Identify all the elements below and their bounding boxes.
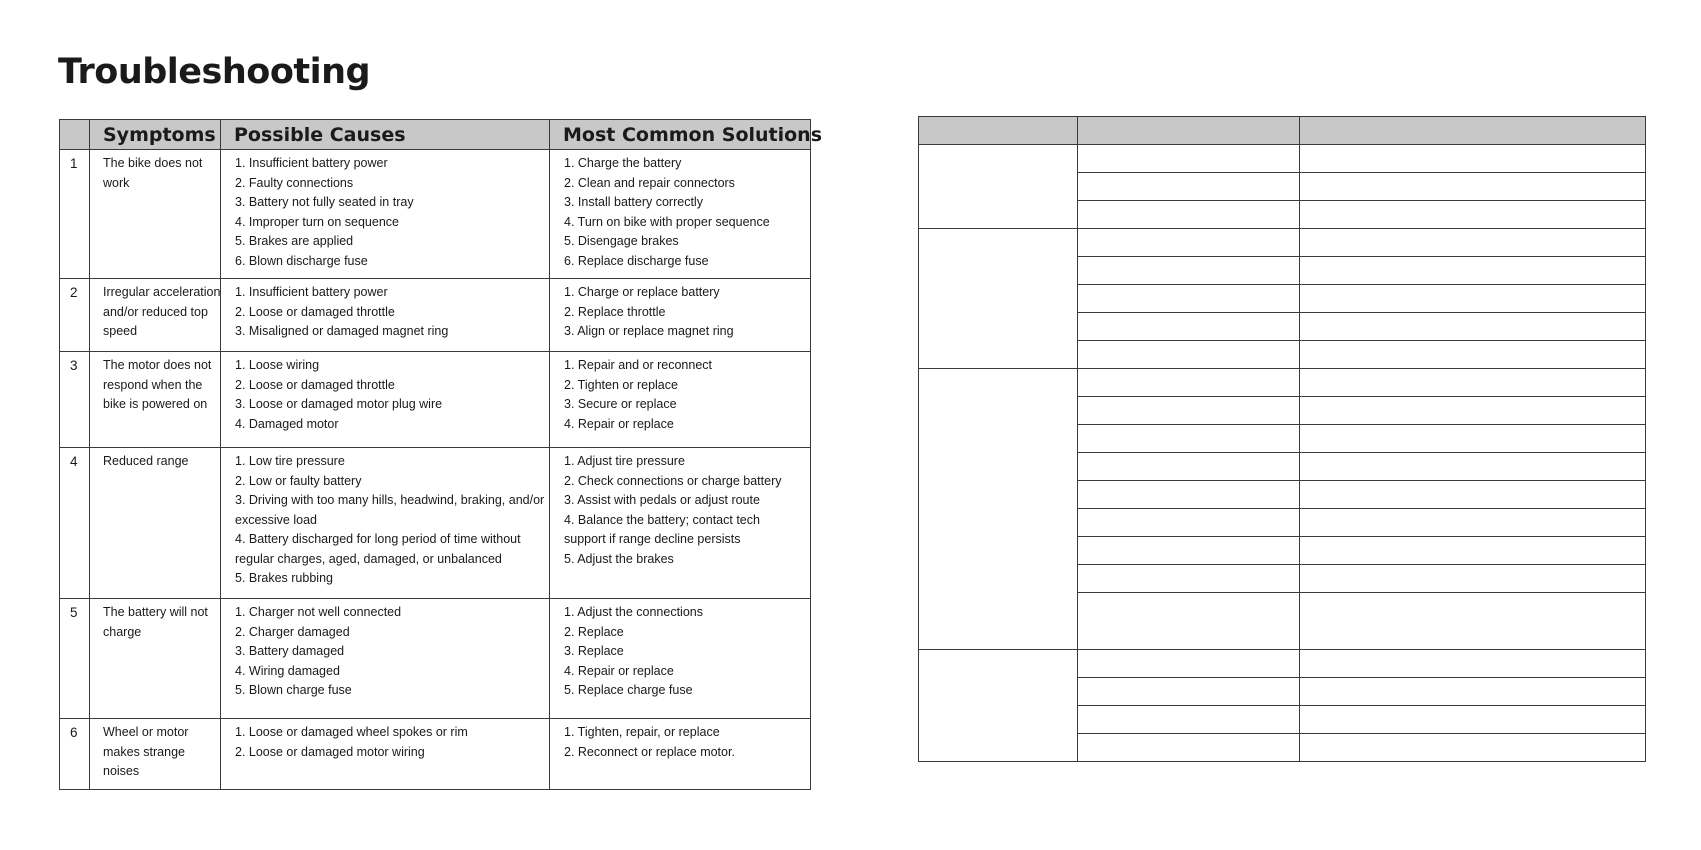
solutions-cell — [550, 150, 811, 279]
blank-cell — [1078, 229, 1300, 257]
table-row — [60, 150, 811, 279]
cause-line: 1. Low tire pressure — [235, 454, 345, 468]
solution-line: 5. Adjust the brakes — [564, 551, 674, 566]
table-row — [60, 719, 811, 790]
blank-group-cell — [919, 229, 1078, 369]
blank-group-cell — [919, 145, 1078, 229]
symptom-text: Reduced range — [103, 454, 189, 468]
solution-line: 1. Adjust tire pressure — [564, 454, 685, 468]
solution-line: 4. Balance the battery; contact tech — [564, 512, 760, 527]
blank-cell — [1300, 734, 1646, 762]
solution-line: support if range decline persists — [564, 532, 741, 546]
cause-line: 2. Loose or damaged throttle — [235, 377, 395, 392]
solution-line: 4. Turn on bike with proper sequence — [564, 214, 770, 229]
blank-cell — [1300, 537, 1646, 565]
blank-cell — [1078, 313, 1300, 341]
blank-cell — [1078, 593, 1300, 650]
solutions-cell — [550, 352, 811, 448]
blank-cell — [1300, 369, 1646, 397]
table-header-row — [60, 120, 811, 150]
causes-cell — [221, 352, 550, 448]
blank-cell — [1300, 593, 1646, 650]
blank-cell — [1078, 650, 1300, 678]
blank-cell — [1300, 341, 1646, 369]
cause-line: 1. Insufficient battery power — [235, 156, 388, 170]
cause-line: 5. Brakes rubbing — [235, 571, 333, 585]
symptom-cell — [90, 448, 221, 599]
blank-cell — [1300, 706, 1646, 734]
troubleshooting-table — [59, 119, 823, 790]
blank-header-row — [919, 117, 1646, 145]
blank-cell — [1078, 565, 1300, 593]
blank-group-cell — [919, 369, 1078, 650]
blank-cell — [1300, 397, 1646, 425]
cause-line: 2. Loose or damaged motor wiring — [235, 744, 425, 759]
solution-line: 2. Reconnect or replace motor. — [564, 744, 735, 759]
blank-cell — [1300, 565, 1646, 593]
solutions-cell — [550, 448, 811, 599]
cause-line: 1. Charger not well connected — [235, 605, 402, 619]
solution-line: 1. Repair and or reconnect — [564, 358, 713, 372]
number-column-header — [60, 120, 90, 150]
causes-cell — [221, 279, 550, 352]
symptom-text: Irregular acceleration and/or reduced top speed — [103, 285, 221, 338]
solution-line: 1. Adjust the connections — [564, 605, 703, 619]
cause-line: 5. Blown charge fuse — [235, 683, 352, 697]
cause-line: 3. Misaligned or damaged magnet ring — [235, 324, 449, 338]
row-number: 3 — [60, 352, 90, 448]
symptom-cell — [90, 352, 221, 448]
cause-line: 4. Improper turn on sequence — [235, 214, 399, 229]
cause-line: excessive load — [235, 512, 317, 527]
cause-line: 1. Loose or damaged wheel spokes or rim — [235, 725, 468, 739]
causes-cell — [221, 719, 550, 790]
blank-cell — [1300, 650, 1646, 678]
table-row — [60, 599, 811, 719]
causes-column-header: Possible Causes — [221, 120, 550, 150]
solution-line: 2. Check connections or charge battery — [564, 473, 782, 488]
blank-header-cell — [1300, 117, 1646, 145]
solution-line: 3. Replace — [564, 644, 624, 658]
solution-line: 5. Disengage brakes — [564, 234, 679, 248]
blank-cell — [1078, 369, 1300, 397]
solutions-column-header: Most Common Solutions — [550, 120, 811, 150]
cause-line: 3. Battery damaged — [235, 644, 345, 658]
table-row — [60, 279, 811, 352]
symptoms-column-header: Symptoms — [90, 120, 221, 150]
cause-line: 2. Faulty connections — [235, 175, 354, 190]
blank-cell — [1300, 285, 1646, 313]
solution-line: 1. Tighten, repair, or replace — [564, 725, 720, 739]
row-number: 4 — [60, 448, 90, 599]
cause-line: 2. Charger damaged — [235, 624, 350, 639]
blank-cell — [1300, 509, 1646, 537]
cause-line: 2. Loose or damaged throttle — [235, 304, 395, 319]
symptom-text: Wheel or motor makes strange noises — [103, 725, 189, 778]
blank-row — [919, 650, 1646, 678]
solution-line: 2. Replace throttle — [564, 304, 666, 319]
cause-line: 2. Low or faulty battery — [235, 473, 362, 488]
blank-cell — [1300, 229, 1646, 257]
blank-header-cell — [1078, 117, 1300, 145]
blank-cell — [1300, 145, 1646, 173]
solution-line: 4. Repair or replace — [564, 663, 674, 678]
symptom-cell — [90, 599, 221, 719]
cause-line: 3. Loose or damaged motor plug wire — [235, 397, 443, 411]
symptom-cell — [90, 150, 221, 279]
cause-line: 4. Wiring damaged — [235, 663, 340, 678]
cause-line: 3. Battery not fully seated in tray — [235, 195, 414, 209]
blank-cell — [1078, 257, 1300, 285]
cause-line: 1. Insufficient battery power — [235, 285, 388, 299]
blank-cell — [1300, 173, 1646, 201]
cause-line: 6. Blown discharge fuse — [235, 253, 368, 268]
solutions-cell — [550, 279, 811, 352]
page-title: Troubleshooting — [58, 52, 371, 92]
blank-cell — [1078, 706, 1300, 734]
blank-row — [919, 369, 1646, 397]
blank-grid-table — [918, 116, 1646, 762]
blank-cell — [1078, 537, 1300, 565]
table-row — [60, 448, 811, 599]
solution-line: 4. Repair or replace — [564, 416, 674, 431]
row-number: 6 — [60, 719, 90, 790]
blank-row — [919, 145, 1646, 173]
blank-header-cell — [919, 117, 1078, 145]
blank-cell — [1078, 285, 1300, 313]
solution-line: 3. Install battery correctly — [564, 195, 703, 209]
symptom-text: The motor does not respond when the bike is powered on — [103, 358, 212, 411]
causes-cell — [221, 150, 550, 279]
cause-line: 5. Brakes are applied — [235, 234, 354, 248]
causes-cell — [221, 448, 550, 599]
blank-row — [919, 229, 1646, 257]
row-number: 5 — [60, 599, 90, 719]
blank-group-cell — [919, 650, 1078, 762]
blank-cell — [1300, 453, 1646, 481]
solutions-cell — [550, 599, 811, 719]
blank-cell — [1078, 173, 1300, 201]
blank-cell — [1078, 201, 1300, 229]
blank-cell — [1078, 509, 1300, 537]
cause-line: 4. Damaged motor — [235, 416, 339, 431]
blank-cell — [1078, 453, 1300, 481]
solution-line: 2. Tighten or replace — [564, 377, 678, 392]
cause-line: regular charges, aged, damaged, or unbalanced — [235, 551, 502, 566]
cause-line: 4. Battery discharged for long period of time without — [235, 532, 521, 546]
table-row — [60, 352, 811, 448]
causes-cell — [221, 599, 550, 719]
blank-cell — [1078, 145, 1300, 173]
blank-cell — [1300, 481, 1646, 509]
blank-cell — [1078, 425, 1300, 453]
blank-cell — [1078, 678, 1300, 706]
symptom-text: The bike does not work — [103, 156, 203, 190]
solution-line: 3. Secure or replace — [564, 397, 677, 411]
solutions-cell — [550, 719, 811, 790]
blank-cell — [1300, 257, 1646, 285]
symptom-text: The battery will not charge — [103, 605, 208, 639]
row-number: 2 — [60, 279, 90, 352]
solution-line: 3. Align or replace magnet ring — [564, 324, 734, 338]
solution-line: 2. Replace — [564, 624, 624, 639]
row-number: 1 — [60, 150, 90, 279]
cause-line: 1. Loose wiring — [235, 358, 320, 372]
solution-line: 3. Assist with pedals or adjust route — [564, 493, 760, 507]
blank-cell — [1300, 201, 1646, 229]
blank-cell — [1078, 481, 1300, 509]
symptom-cell — [90, 279, 221, 352]
blank-cell — [1078, 734, 1300, 762]
blank-cell — [1300, 425, 1646, 453]
cause-line: 3. Driving with too many hills, headwind, braking, and/or — [235, 493, 545, 507]
solution-line: 5. Replace charge fuse — [564, 683, 693, 697]
blank-cell — [1078, 341, 1300, 369]
solution-line: 1. Charge or replace battery — [564, 285, 720, 299]
solution-line: 6. Replace discharge fuse — [564, 253, 709, 268]
solution-line: 1. Charge the battery — [564, 156, 682, 170]
solution-line: 2. Clean and repair connectors — [564, 175, 735, 190]
symptom-cell — [90, 719, 221, 790]
blank-cell — [1300, 678, 1646, 706]
blank-cell — [1078, 397, 1300, 425]
blank-cell — [1300, 313, 1646, 341]
